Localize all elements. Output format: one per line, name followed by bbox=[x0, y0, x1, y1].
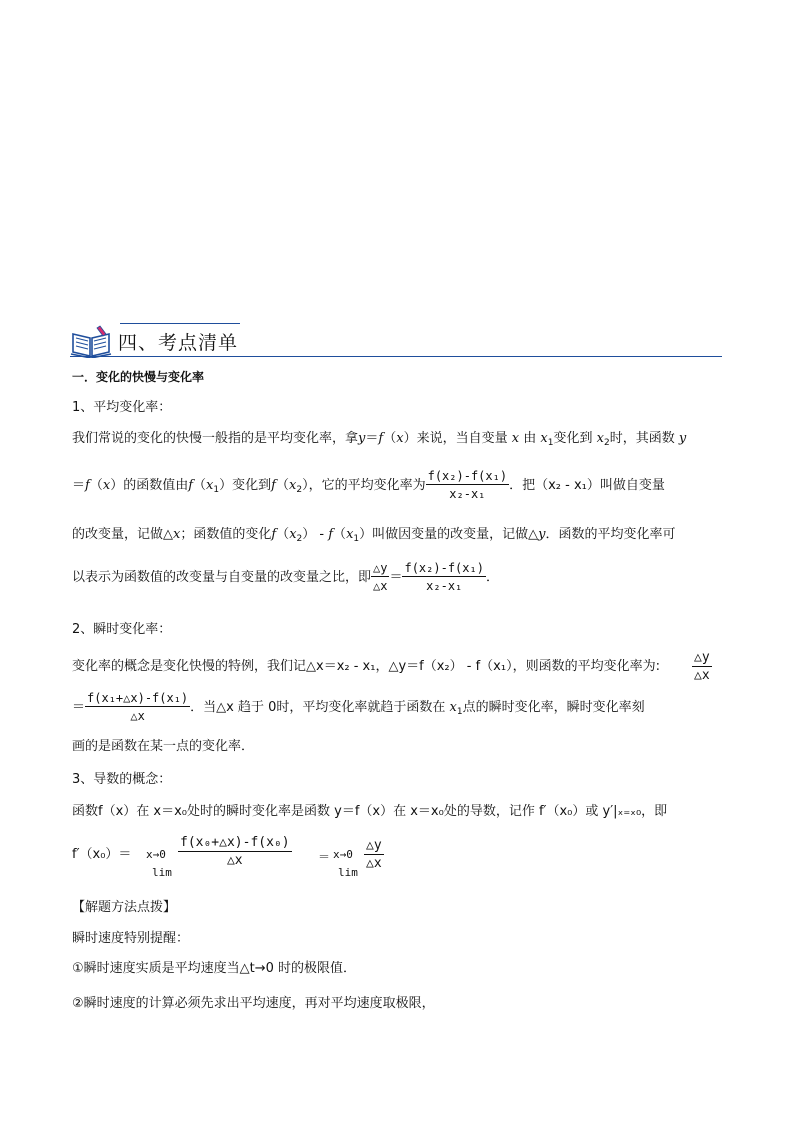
math-span: y bbox=[358, 431, 366, 446]
header-top-rule bbox=[120, 323, 240, 324]
text-span: 变化率的概念是变化快慢的特例，我们记△x＝x₂ - x₁，△y＝f（x₂） - f（x₁），则函数的平均变化率为: bbox=[72, 659, 660, 674]
fraction-numerator: f(x₂)-f(x₁) bbox=[427, 469, 508, 483]
math-span: x bbox=[596, 431, 604, 446]
fraction-numerator: △y bbox=[694, 650, 710, 665]
math-span: x bbox=[540, 431, 548, 446]
header-bottom-rule bbox=[70, 356, 722, 357]
math-span: f bbox=[328, 527, 334, 542]
math-span: f bbox=[85, 478, 90, 493]
fraction-denominator: x₂-x₁ bbox=[426, 484, 509, 503]
limit-word-2: lim bbox=[338, 866, 358, 879]
math-span: x bbox=[288, 478, 297, 493]
avg-para-line1: 我们常说的变化的快慢一般指的是平均变化率，拿y＝f（x）来说，当自变量 x 由 $x_1$变化到 $x_2$时，其函数 y bbox=[72, 431, 687, 448]
text-span: ，它的平均变化率为 bbox=[308, 478, 426, 493]
inst-para-line3: 画的是函数在某一点的变化率． bbox=[72, 739, 255, 754]
text-span: ＝ bbox=[72, 478, 86, 493]
fraction-denominator: △x bbox=[178, 851, 292, 870]
limit-arrow-2: x→0 bbox=[333, 848, 353, 861]
fraction-denominator: △x bbox=[366, 856, 382, 871]
avg-heading: 1、平均变化率： bbox=[72, 400, 172, 415]
fraction-denominator: △x bbox=[694, 668, 710, 683]
text-span: 的改变量，记做△ bbox=[72, 527, 173, 542]
text-span: 的函数值由 bbox=[123, 478, 189, 493]
fraction-denominator: x₂-x₁ bbox=[402, 576, 485, 595]
math-span: f bbox=[378, 431, 384, 446]
text-span: 点的瞬时变化率，瞬时变化率刻 bbox=[462, 700, 645, 715]
math-span: y bbox=[678, 431, 687, 446]
inst-dy-dx-fraction bbox=[692, 650, 712, 685]
math-span: f bbox=[188, 478, 194, 493]
text-span: ． bbox=[485, 570, 499, 585]
fraction-numerator: f(x₀+△x)-f(x₀) bbox=[180, 835, 290, 850]
math-span: x bbox=[173, 527, 181, 542]
fraction-numerator: f(x₂)-f(x₁) bbox=[404, 561, 484, 575]
fraction-denominator: △x bbox=[371, 576, 389, 595]
math-span: x bbox=[289, 527, 297, 542]
tips-item-2: ②瞬时速度的计算必须先求出平均速度，再对平均速度取极限， bbox=[72, 996, 435, 1011]
inst-heading: 2、瞬时变化率： bbox=[72, 622, 172, 637]
dy-dx-fraction bbox=[371, 560, 389, 595]
text-span: 以表示为函数值的改变量与自变量的改变量之比，即 bbox=[72, 570, 372, 585]
fraction-denominator: △x bbox=[85, 706, 190, 725]
deriv-equals: ＝ bbox=[318, 850, 331, 864]
inst-para-line2: ＝ $\frac{\text{f(x₁+△x)-f(x₁)}}{\triangle x}$ ．当△x 趋于 0时，平均变化率就趋于函数在 $x_1$点的瞬时变化率，瞬时变化率刻 bbox=[72, 691, 645, 723]
book-icon bbox=[70, 324, 112, 358]
text-span: 叫做因变量的改变量，记做△ bbox=[372, 527, 539, 542]
inst-rate-fraction bbox=[85, 690, 190, 725]
subsection-heading: 一．变化的快慢与变化率 bbox=[72, 370, 205, 384]
text-span: 时，其函数 bbox=[609, 431, 675, 446]
text-span: ＝ bbox=[72, 700, 86, 715]
deriv-fraction bbox=[178, 835, 292, 870]
limit-arrow-1: x→0 bbox=[146, 848, 166, 861]
text-span: ．把（x₂ - x₁）叫做自变量 bbox=[509, 478, 665, 493]
text-span: 我们常说的变化的快慢一般指的是平均变化率，拿 bbox=[72, 431, 359, 446]
tips-heading: 【解题方法点拨】 bbox=[72, 900, 177, 915]
avg-rate-fraction-2 bbox=[402, 560, 485, 595]
math-span: x bbox=[396, 431, 404, 446]
section-header bbox=[70, 318, 722, 360]
deriv-dy-dx-fraction bbox=[364, 838, 384, 873]
math-span: x bbox=[346, 527, 354, 542]
avg-para-line2: ＝f（x）的函数值由$f(x_1)$变化到$f(x_2)$，它的平均变化率为 $\frac{\text{f(x₂)-f(x₁)}}{\text{x₂-x₁}}$ ．把（x₂ - x₁）叫做自变量 bbox=[72, 469, 665, 501]
math-span: x bbox=[511, 431, 520, 446]
avg-para-line4: 以表示为函数值的改变量与自变量的改变量之比，即 $\frac{\triangle y}{\triangle x}$ ＝ $\frac{\text{f(x₂)-f(x₁)}}{\text{x₂-x₁}}$ ． bbox=[72, 561, 499, 593]
text-span: 变化到 bbox=[232, 478, 272, 493]
deriv-para-line1: 函数f（x）在 x＝x₀处时的瞬时变化率是函数 y＝f（x）在 x＝x₀处的导数，记作 f′（x₀）或 y′|ₓ₌ₓ₀，即 bbox=[72, 804, 668, 819]
text-span: ．函数的平均变化率可 bbox=[545, 527, 676, 542]
avg-rate-fraction bbox=[426, 468, 509, 503]
fraction-numerator: f(x₁+△x)-f(x₁) bbox=[87, 691, 189, 705]
deriv-lhs: f′（x₀）＝ bbox=[72, 847, 132, 862]
section-title: 四、考点清单 bbox=[118, 332, 239, 354]
math-span: y bbox=[538, 527, 546, 542]
inst-para-line1 bbox=[72, 657, 660, 677]
tips-item-1: ①瞬时速度实质是平均速度当△t→0 时的极限值． bbox=[72, 961, 357, 976]
tips-subheading: 瞬时速度特别提醒： bbox=[72, 931, 190, 946]
math-span: x bbox=[102, 478, 111, 493]
avg-para-line3: 的改变量，记做△x；函数值的变化$f(x_2) - f(x_1)$叫做因变量的改变量，记做△y．函数的平均变化率可 bbox=[72, 527, 676, 544]
math-span: f bbox=[271, 527, 277, 542]
fraction-numerator: △y bbox=[366, 838, 382, 853]
math-span: x bbox=[206, 478, 214, 493]
deriv-heading: 3、导数的概念： bbox=[72, 772, 172, 787]
math-span: f bbox=[271, 478, 276, 493]
fraction-numerator: △y bbox=[373, 561, 388, 575]
limit-word-1: lim bbox=[152, 866, 172, 879]
math-span: x bbox=[449, 700, 457, 715]
text-span: 由 bbox=[523, 431, 537, 446]
text-span: 变化到 bbox=[553, 431, 593, 446]
text-span: 来说，当自变量 bbox=[416, 431, 508, 446]
text-span: ；函数值的变化 bbox=[180, 527, 272, 542]
text-span: ．当△x 趋于 0时，平均变化率就趋于函数在 bbox=[190, 700, 446, 715]
